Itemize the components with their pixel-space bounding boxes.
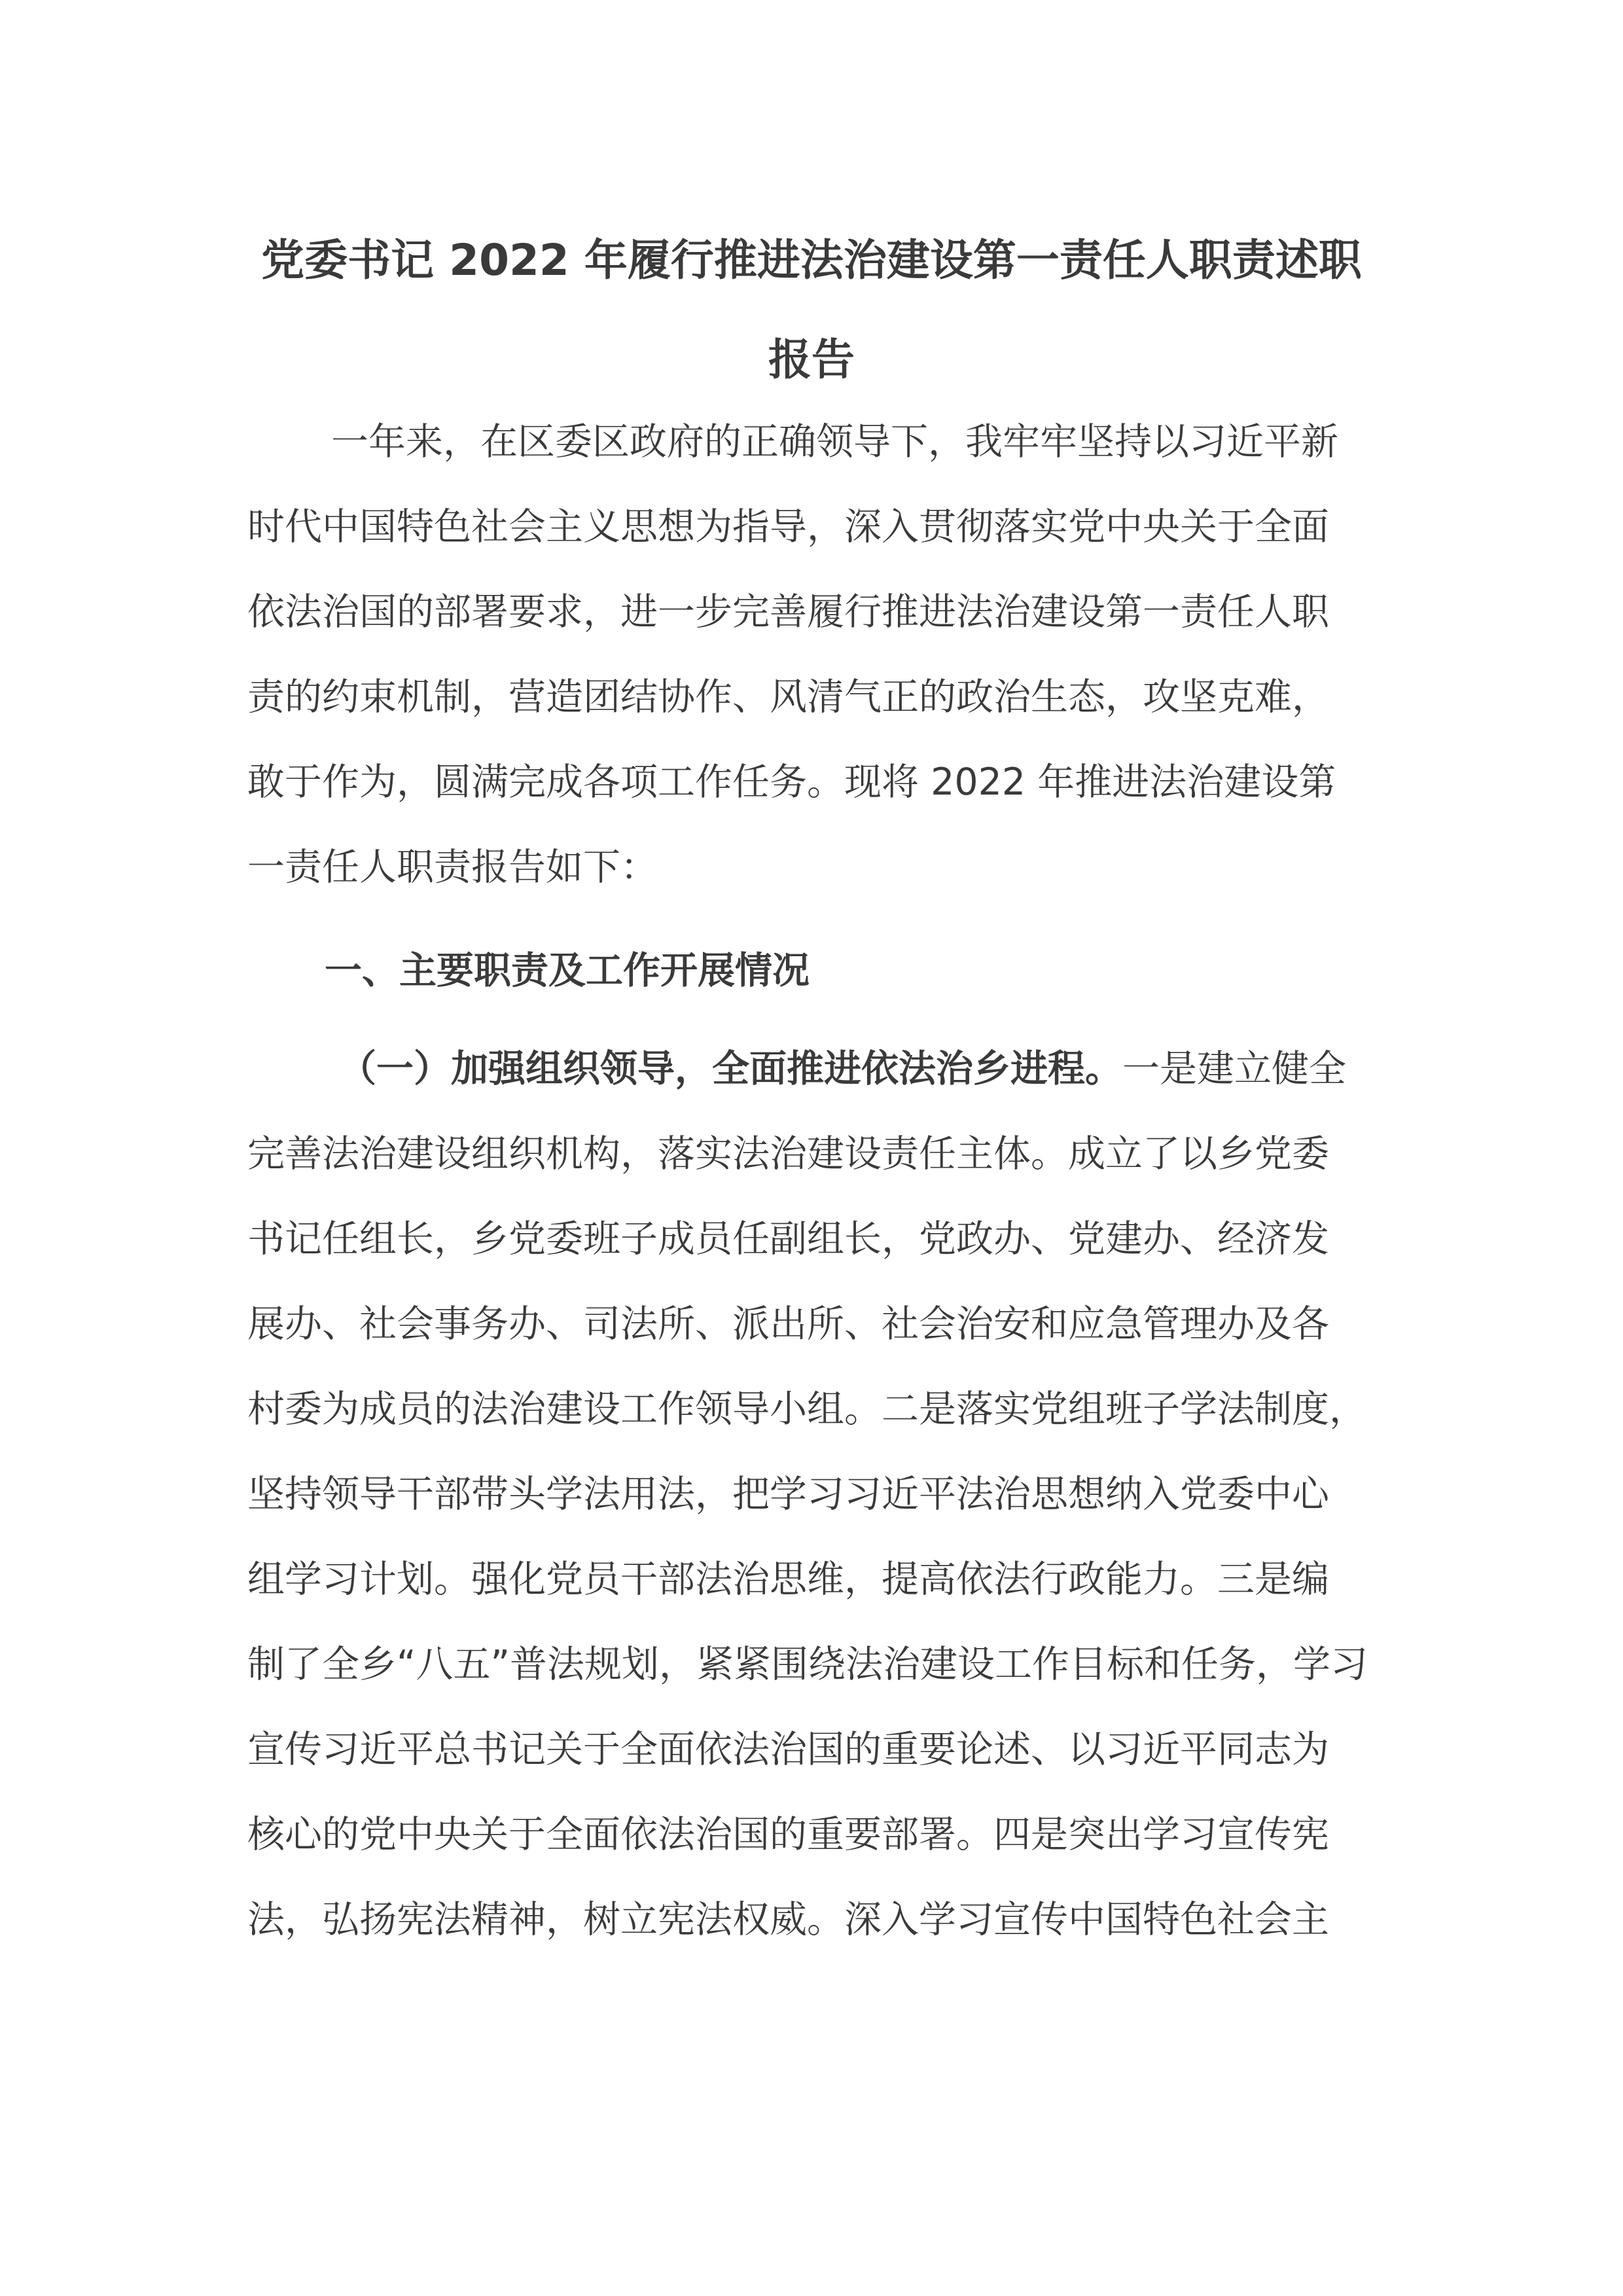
document-title: [242, 211, 1381, 410]
paragraph-line: 法，弘扬宪法精神，树立宪法权威。深入学习宣传中国特色社会主: [247, 1898, 1329, 1941]
paragraph-line: 村委为成员的法治建设工作领导小组。二是落实党组班子学法制度，: [247, 1388, 1366, 1431]
subsection-paragraph: [247, 1026, 1368, 1962]
paragraph-line: 制了全乡“八五”普法规划，紧紧围绕法治建设工作目标和任务，学习: [247, 1643, 1368, 1686]
paragraph-line: 宣传习近平总书记关于全面依法治国的重要论述、以习近平同志为: [247, 1728, 1329, 1771]
paragraph-line: [247, 1026, 1368, 1111]
paragraph-line: 完善法治建设组织机构，落实法治建设责任主体。成立了以乡党委: [247, 1132, 1329, 1175]
subsection-heading: （一）加强组织领导，全面推进依法治乡进程。: [339, 1047, 1122, 1090]
title-line: 党委书记 2022 年履行推进法治建设第一责任人职责述职: [261, 235, 1362, 285]
paragraph-line: 敢于作为，圆满完成各项工作任务。现将 2022 年推进法治建设第: [247, 761, 1336, 804]
paragraph-line: 依法治国的部署要求，进一步完善履行推进法治建设第一责任人职: [247, 590, 1329, 634]
paragraph-line: 坚持领导干部带头学法用法，把学习习近平法治思想纳入党委中心: [247, 1473, 1329, 1516]
paragraph-line: 组学习计划。强化党员干部法治思维，提高依法行政能力。三是编: [247, 1558, 1329, 1601]
section-heading-text: 一、主要职责及工作开展情况: [325, 949, 810, 992]
paragraph-line: 展办、社会事务办、司法所、派出所、社会治安和应急管理办及各: [247, 1302, 1329, 1346]
paragraph-line: 时代中国特色社会主义思想为指导，深入贯彻落实党中央关于全面: [247, 505, 1329, 548]
paragraph-line: 一责任人职责报告如下：: [247, 846, 658, 889]
paragraph-line: 一年来，在区委区政府的正确领导下，我牢牢坚持以习近平新: [331, 420, 1338, 463]
paragraph-line: 核心的党中央关于全面依法治国的重要部署。四是突出学习宣传宪: [247, 1813, 1329, 1856]
paragraph-line: 责的约束机制，营造团结协作、风清气正的政治生态，攻坚克难，: [247, 675, 1329, 719]
intro-paragraph: [247, 399, 1338, 910]
paragraph-line: 书记任组长，乡党委班子成员任副组长，党政办、党建办、经济发: [247, 1217, 1329, 1261]
subsection-first-line-text: 一是建立健全: [1122, 1047, 1346, 1090]
section-heading: [247, 928, 810, 1013]
title-line: 报告: [768, 334, 855, 385]
